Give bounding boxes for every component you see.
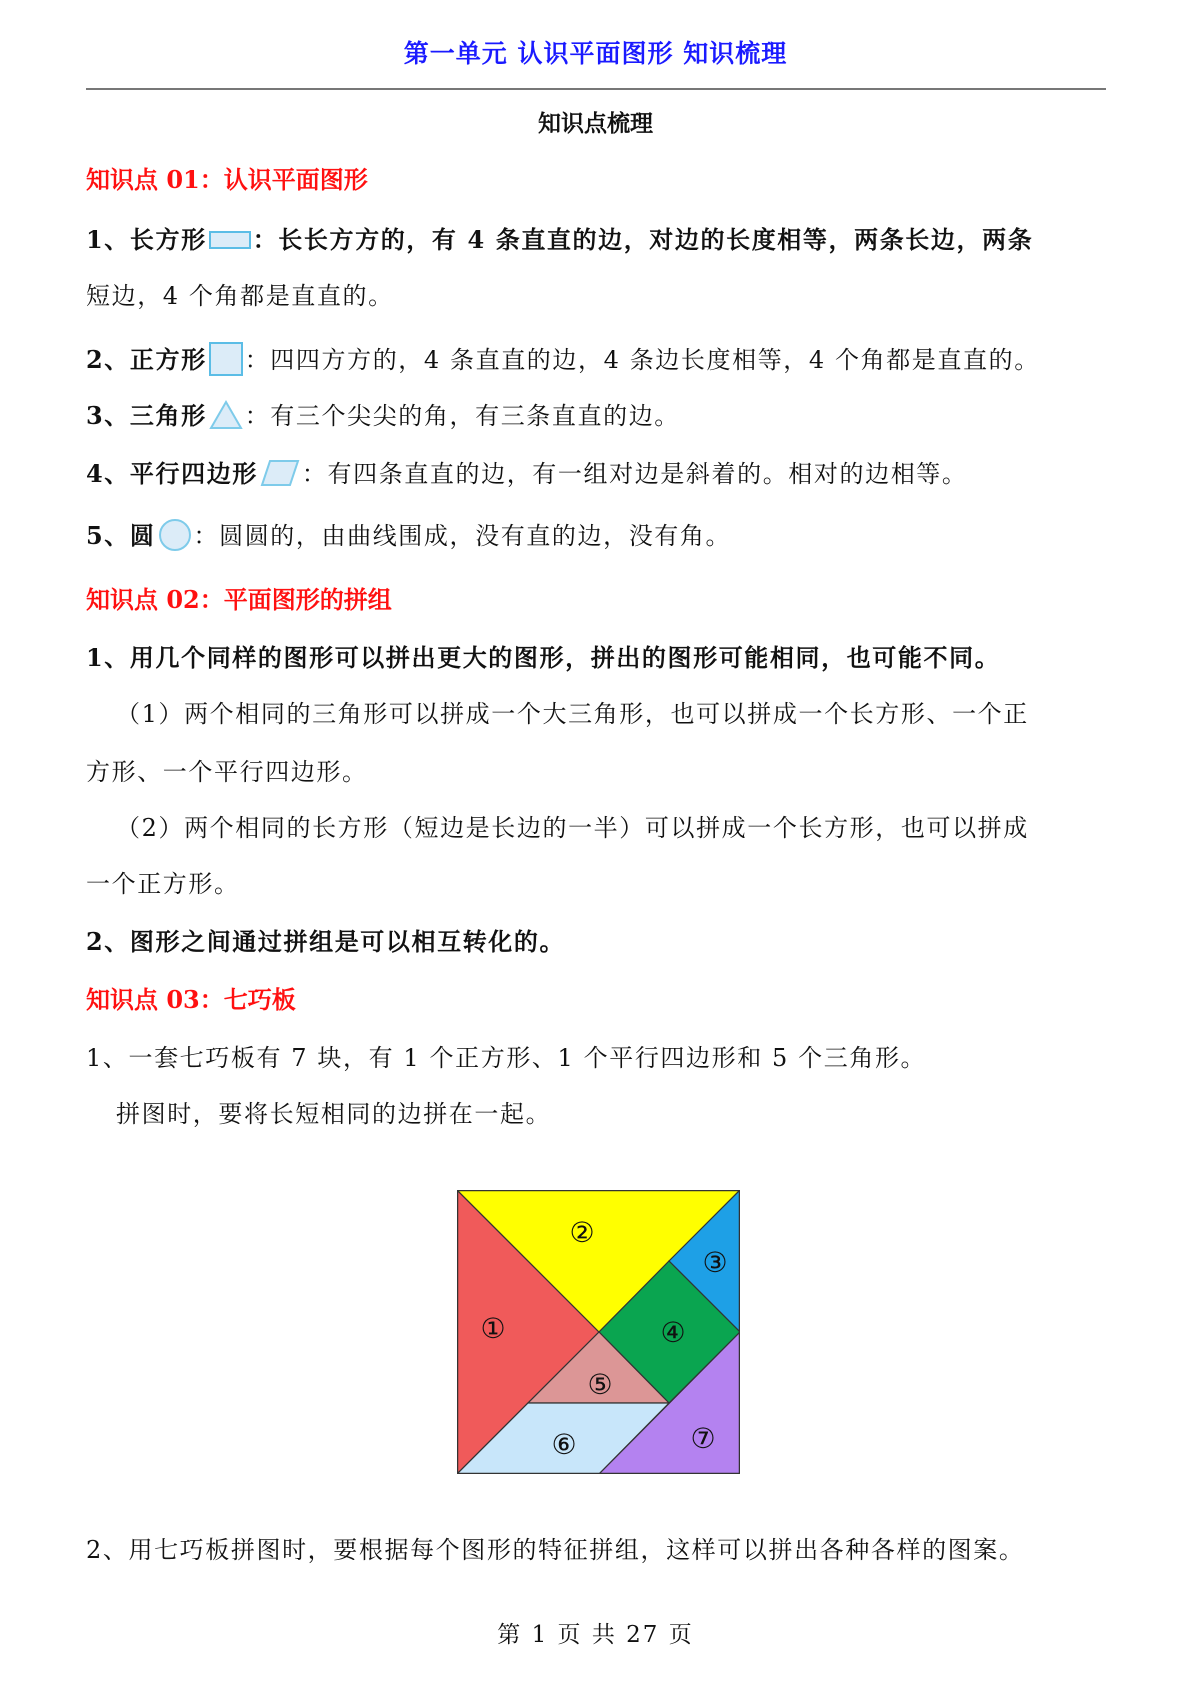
page-header-title: 第一单元 认识平面图形 知识梳理	[403, 39, 788, 68]
page-number: 第 1 页 共 27 页	[497, 1622, 694, 1648]
svg-text:⑥: ⑥	[551, 1428, 577, 1461]
paragraph: 2、图形之间通过拼组是可以相互转化的。	[86, 927, 566, 956]
paragraph: 2、用七巧板拼图时，要根据每个图形的特征拼组，这样可以拼出各种各样的图案。	[86, 1536, 1025, 1564]
paragraph: 1、一套七巧板有 7 块，有 1 个正方形、1 个平行四边形和 5 个三角形。	[86, 1044, 927, 1072]
paragraph: 拼图时，要将长短相同的边拼在一起。	[116, 1100, 552, 1128]
svg-text:④: ④	[660, 1316, 686, 1349]
item-label: 2、正方形	[86, 345, 207, 374]
svg-text:⑤: ⑤	[587, 1368, 613, 1401]
item-text: ：有三个尖尖的角，有三条直直的边。	[244, 402, 680, 430]
shape-item-triangle	[86, 396, 680, 436]
section-title-01: 知识点 01：认识平面图形	[86, 165, 368, 194]
header-divider	[86, 88, 1106, 90]
item-label: 1、长方形	[86, 225, 207, 254]
paragraph: 一个正方形。	[86, 870, 240, 898]
section-title-03: 知识点 03：七巧板	[86, 985, 296, 1014]
paragraph: 方形、一个平行四边形。	[86, 758, 368, 786]
paragraph: 1、用几个同样的图形可以拼出更大的图形，拼出的图形可能相同，也可能不同。	[86, 643, 1001, 672]
item-label: 5、圆	[86, 521, 156, 550]
shape-item-circle	[86, 516, 731, 558]
item-label: 4、平行四边形	[86, 459, 258, 488]
svg-text:②: ②	[569, 1216, 595, 1249]
svg-text:⑦: ⑦	[690, 1422, 716, 1455]
item-text: ：长长方方的，有 4 条直直的边，对边的长度相等，两条长边，两条	[252, 225, 1034, 254]
item-text: ：有四条直直的边，有一组对边是斜着的。相对的边相等。	[301, 460, 968, 488]
paragraph: （2）两个相同的长方形（短边是长边的一半）可以拼成一个长方形，也可以拼成	[116, 814, 1029, 842]
square-icon	[209, 342, 243, 382]
paragraph: （1）两个相同的三角形可以拼成一个大三角形，也可以拼成一个长方形、一个正	[116, 700, 1029, 728]
tangram-diagram	[457, 1190, 740, 1474]
item-label: 3、三角形	[86, 401, 207, 430]
item-text: ：四四方方的，4 条直直的边，4 条边长度相等，4 个角都是直直的。	[244, 346, 1040, 374]
parallelogram-icon	[260, 459, 300, 493]
circle-icon	[158, 518, 192, 558]
triangle-icon	[209, 400, 243, 436]
shape-item-square	[86, 340, 1040, 382]
shape-item-rectangle-cont: 短边，4 个角都是直直的。	[86, 282, 394, 310]
svg-text:③: ③	[702, 1246, 728, 1279]
svg-text:①: ①	[480, 1312, 506, 1345]
item-text: ：圆圆的，由曲线围成，没有直的边，没有角。	[193, 522, 732, 550]
shape-item-rectangle	[86, 220, 1033, 256]
shape-item-parallelogram	[86, 454, 968, 493]
document-title: 知识点梳理	[538, 110, 653, 137]
rectangle-icon	[209, 228, 251, 256]
section-title-02: 知识点 02：平面图形的拼组	[86, 585, 392, 614]
